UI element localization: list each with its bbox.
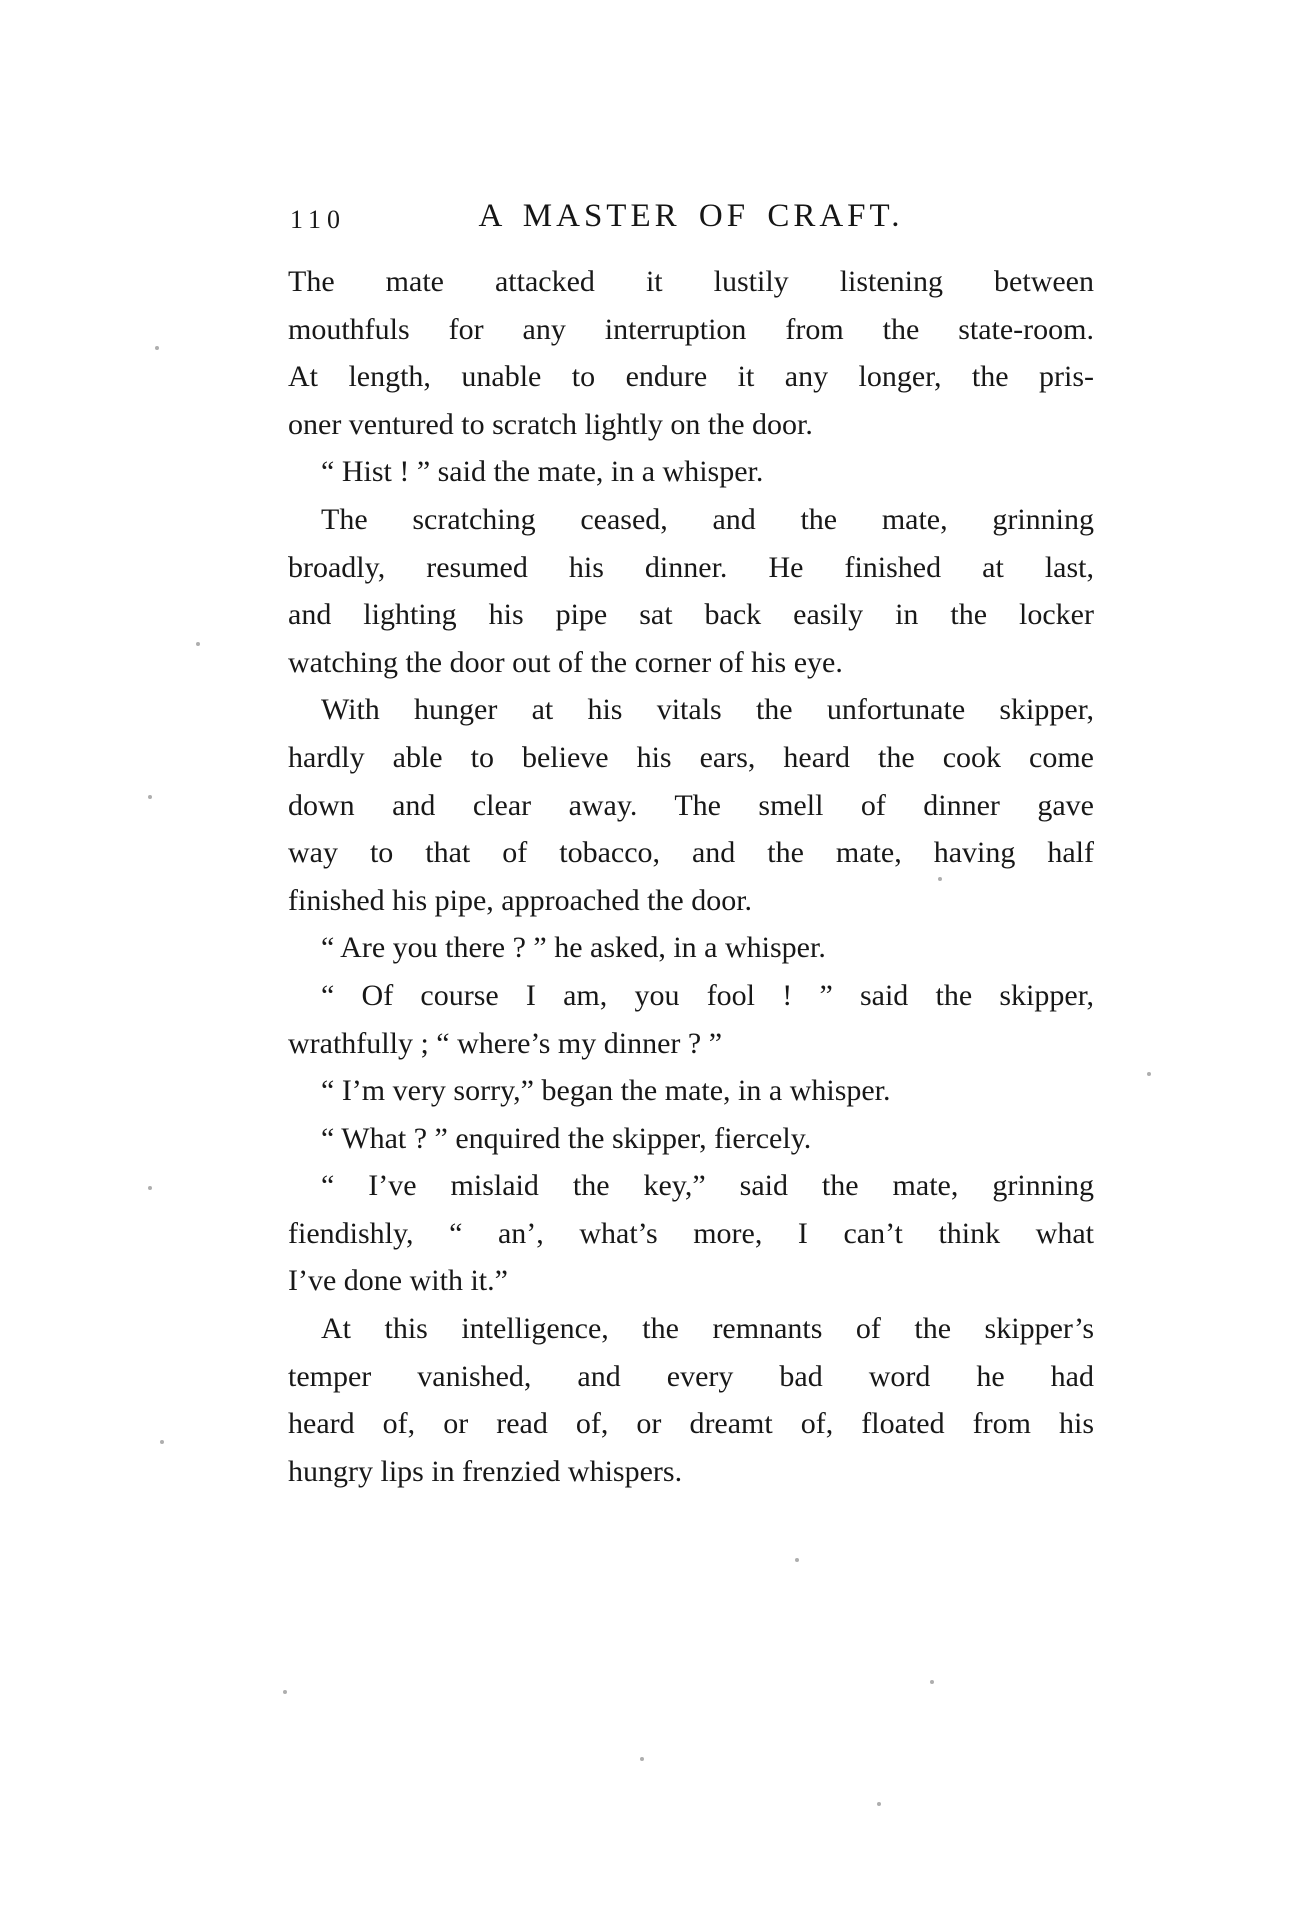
- scan-speck: [795, 1558, 799, 1562]
- text-line: broadly, resumed his dinner. He finished at last,: [288, 550, 1094, 584]
- text-line: hardly able to believe his ears, heard the cook come: [288, 740, 1094, 774]
- scan-speck: [155, 346, 159, 350]
- text-line: and lighting his pipe sat back easily in the locker: [288, 598, 1094, 632]
- scan-speck: [877, 1802, 881, 1806]
- text-line: “ I’ve mislaid the key,” said the mate, grinning: [321, 1169, 1094, 1203]
- paragraph: [288, 258, 1094, 448]
- text-line: “ Are you there ? ” he asked, in a whisper.: [321, 931, 826, 965]
- text-line: way to that of tobacco, and the mate, having half: [288, 836, 1094, 870]
- running-title: A MASTER OF CRAFT.: [478, 198, 904, 234]
- text-line: watching the door out of the corner of his eye.: [288, 645, 843, 679]
- scan-speck: [1147, 1072, 1151, 1076]
- text-line: “ What ? ” enquired the skipper, fiercely.: [321, 1121, 812, 1155]
- paragraph: [288, 972, 1094, 1067]
- text-line: wrathfully ; “ where’s my dinner ? ”: [288, 1026, 723, 1060]
- text-line: With hunger at his vitals the unfortunate skipper,: [321, 693, 1094, 727]
- text-line: The scratching ceased, and the mate, grinning: [321, 502, 1094, 536]
- text-line: At length, unable to endure it any longer, the pris-: [288, 360, 1094, 394]
- paragraph: [288, 496, 1094, 686]
- scan-speck: [148, 1186, 152, 1190]
- paragraph: [288, 448, 1094, 496]
- text-line: finished his pipe, approached the door.: [288, 883, 753, 917]
- scan-speck: [640, 1757, 644, 1761]
- text-line: heard of, or read of, or dreamt of, floated from his: [288, 1407, 1094, 1441]
- scan-speck: [283, 1690, 287, 1694]
- scan-speck: [160, 1440, 164, 1444]
- text-line: “ I’m very sorry,” began the mate, in a whisper.: [321, 1074, 891, 1108]
- text-line: hungry lips in frenzied whispers.: [288, 1454, 683, 1488]
- scan-speck: [196, 642, 200, 646]
- paragraph: [288, 1162, 1094, 1305]
- paragraph: [288, 924, 1094, 972]
- text-line: The mate attacked it lustily listening between: [288, 265, 1094, 298]
- scan-speck: [148, 795, 152, 799]
- scan-speck: [938, 877, 942, 881]
- text-line: oner ventured to scratch lightly on the door.: [288, 407, 813, 441]
- text-line: “ Hist ! ” said the mate, in a whisper.: [321, 455, 764, 489]
- paragraph: [288, 686, 1094, 924]
- text-line: temper vanished, and every bad word he had: [288, 1359, 1094, 1393]
- text-line: “ Of course I am, you fool ! ” said the skipper,: [321, 978, 1094, 1012]
- text-line: down and clear away. The smell of dinner gave: [288, 788, 1094, 822]
- paragraph: [288, 1115, 1094, 1163]
- scan-speck: [930, 1680, 934, 1684]
- text-line: At this intelligence, the remnants of the skipper’s: [321, 1312, 1094, 1346]
- paragraph: [288, 1067, 1094, 1115]
- text-line: I’ve done with it.”: [288, 1264, 508, 1298]
- text-line: mouthfuls for any interruption from the state-room.: [288, 312, 1094, 346]
- body-text: [288, 258, 1094, 1495]
- text-line: fiendishly, “ an’, what’s more, I can’t think what: [288, 1216, 1094, 1250]
- page-number: 110: [290, 205, 347, 234]
- page-header: [288, 198, 1094, 242]
- paragraph: [288, 1305, 1094, 1495]
